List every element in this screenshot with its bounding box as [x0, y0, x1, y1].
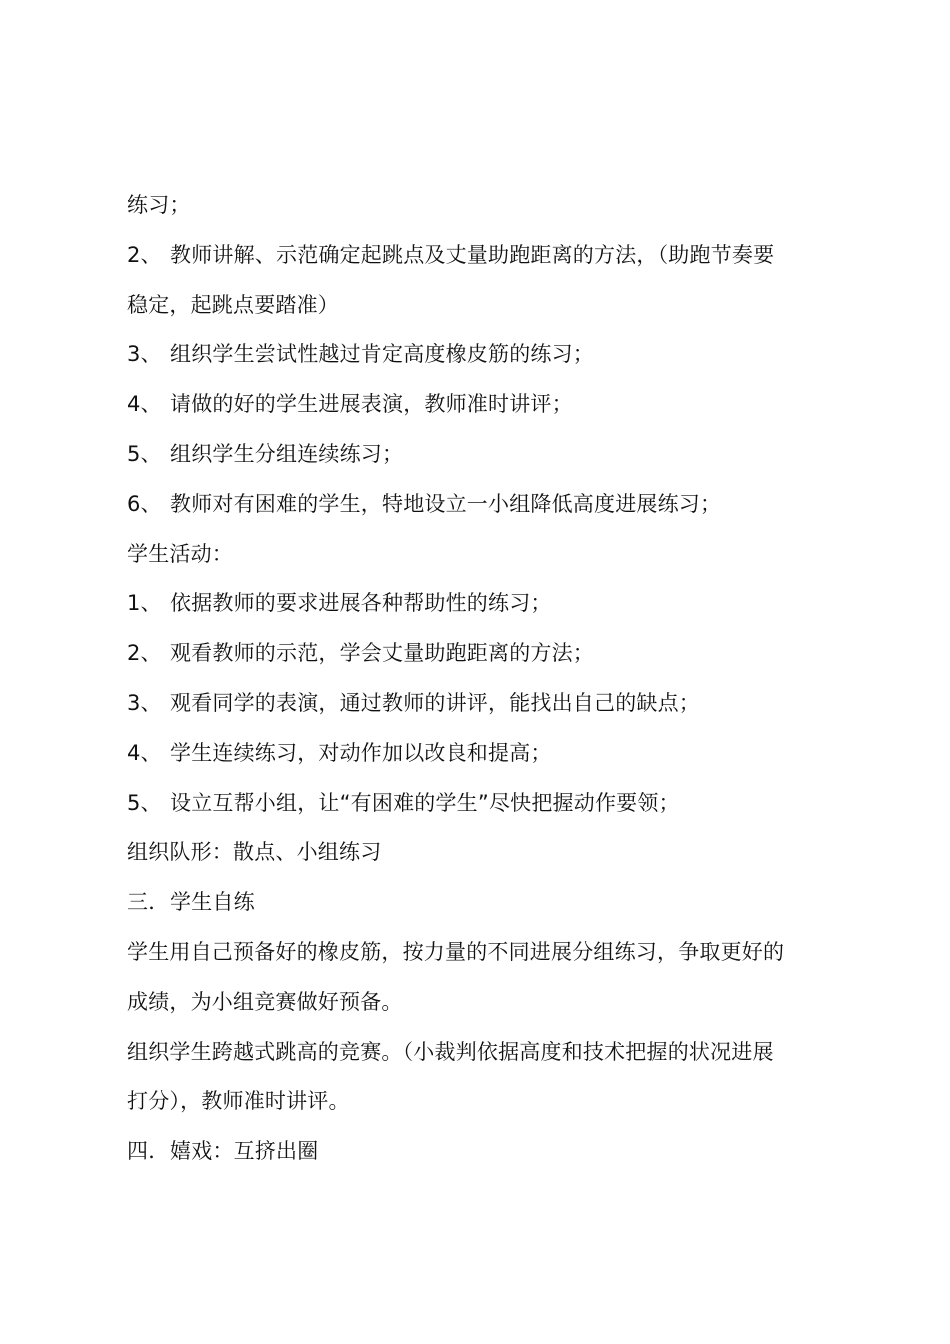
list-number: 4、	[127, 740, 162, 765]
list-number: 5、	[127, 790, 162, 815]
text-line	[127, 978, 837, 1028]
line-text: 稳定，起跳点要踏准）	[127, 292, 339, 317]
line-text: 教师对有困难的学生，特地设立一小组降低高度进展练习；	[170, 491, 722, 516]
list-number: 2、	[127, 242, 162, 267]
list-item	[127, 679, 837, 729]
line-text: 请做的好的学生进展表演，教师准时讲评；	[170, 392, 573, 417]
section-heading	[127, 878, 837, 928]
line-text: 教师讲解、示范确定起跳点及丈量助跑距离的方法，（助跑节奏要	[170, 242, 775, 267]
line-text: 依据教师的要求进展各种帮助性的练习；	[170, 591, 552, 616]
list-item	[127, 729, 837, 779]
line-text: 打分），教师准时讲评。	[127, 1089, 350, 1114]
line-text: 组织队形：散点、小组练习	[127, 840, 382, 865]
list-item	[127, 380, 837, 430]
text-line	[127, 281, 837, 331]
line-text: 组织学生尝试性越过肯定高度橡皮筋的练习；	[170, 342, 594, 367]
list-item	[127, 430, 837, 480]
section-heading	[127, 1127, 837, 1177]
text-line	[127, 1077, 837, 1127]
line-text: 组织学生跨越式跳高的竞赛。（小裁判依据高度和技术把握的状况进展	[127, 1039, 774, 1064]
section-label	[127, 530, 837, 580]
line-text: 练习；	[127, 193, 191, 217]
list-item	[127, 779, 837, 829]
section-number: 四．	[127, 1139, 170, 1164]
list-number: 6、	[127, 491, 162, 516]
list-number: 2、	[127, 641, 162, 666]
line-text: 嬉戏：互挤出圈	[170, 1139, 319, 1164]
line-text: 组织学生分组连续练习；	[170, 441, 404, 466]
list-item	[127, 330, 837, 380]
list-item	[127, 480, 837, 530]
text-line	[127, 928, 837, 978]
list-number: 3、	[127, 690, 162, 715]
line-text: 观看同学的表演，通过教师的讲评，能找出自己的缺点；	[170, 690, 700, 715]
list-item	[127, 629, 837, 679]
line-text: 设立互帮小组，让“有困难的学生”尽快把握动作要领；	[170, 790, 680, 815]
text-line	[127, 828, 837, 878]
line-text: 观看教师的示范，学会丈量助跑距离的方法；	[170, 641, 594, 666]
line-text: 学生用自己预备好的橡皮筋，按力量的不同进展分组练习，争取更好的	[127, 939, 785, 964]
list-number: 1、	[127, 591, 162, 616]
line-text: 学生自练	[170, 890, 255, 915]
section-number: 三．	[127, 890, 170, 915]
list-number: 5、	[127, 441, 162, 466]
list-item	[127, 579, 837, 629]
document-body	[127, 181, 837, 1177]
line-text: 成绩，为小组竞赛做好预备。	[127, 989, 403, 1014]
text-line	[127, 181, 837, 231]
list-number: 4、	[127, 392, 162, 417]
line-text: 学生活动：	[127, 541, 233, 566]
list-number: 3、	[127, 342, 162, 367]
line-text: 学生连续练习，对动作加以改良和提高；	[170, 740, 552, 765]
text-line	[127, 1028, 837, 1078]
list-item	[127, 231, 837, 281]
